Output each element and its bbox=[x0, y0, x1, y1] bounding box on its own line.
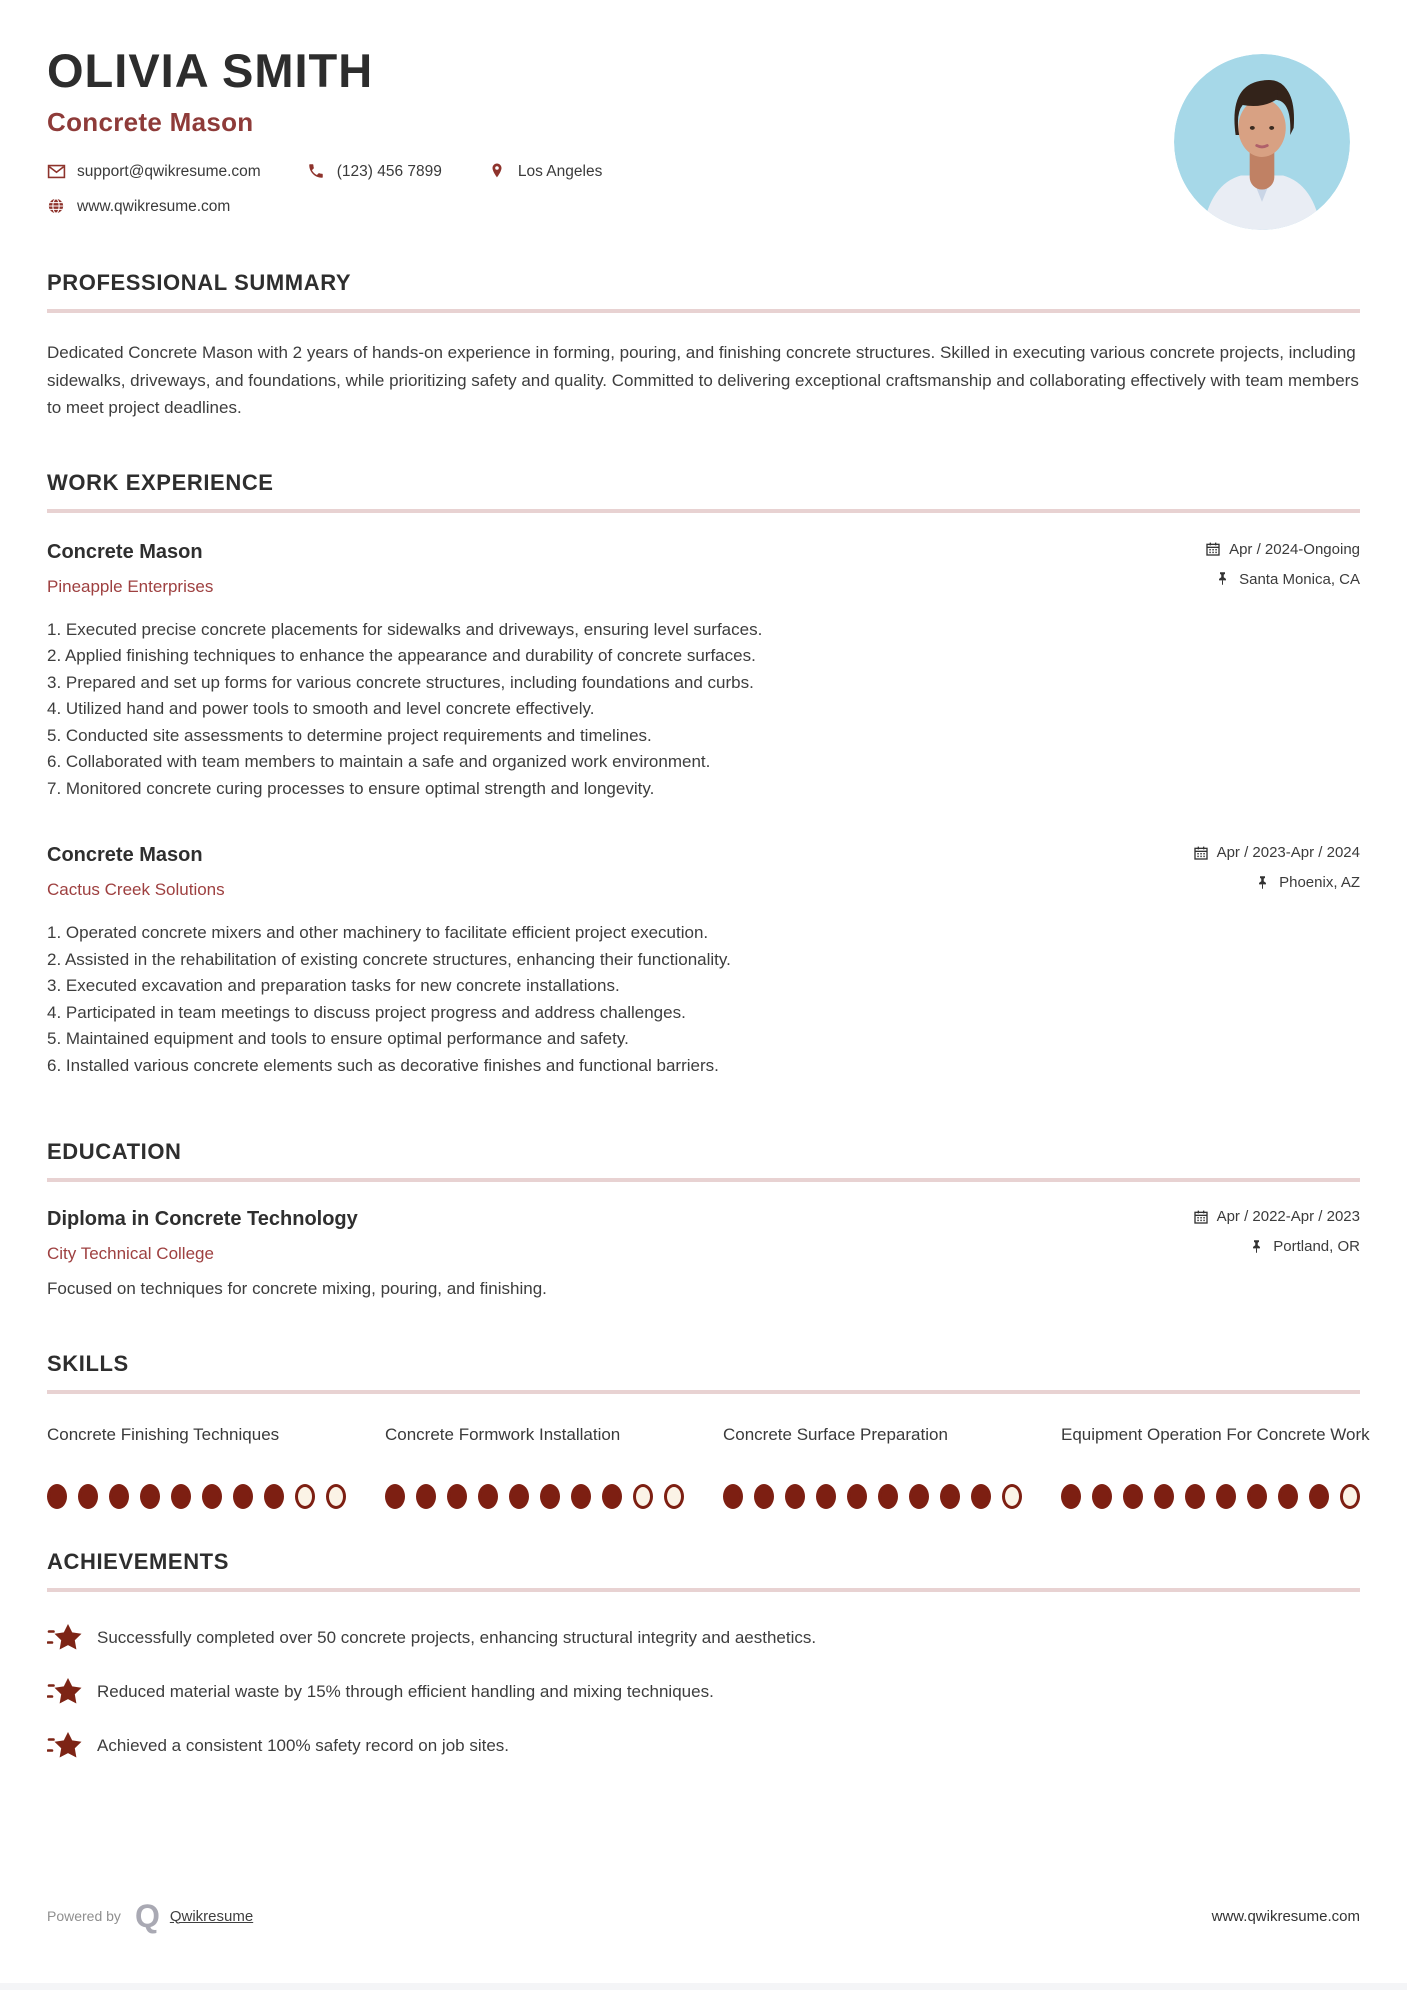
section-divider bbox=[47, 1588, 1360, 1592]
skill-dot bbox=[264, 1484, 284, 1509]
powered-by-label: Powered by bbox=[47, 1908, 121, 1924]
job-bullet: 7. Monitored concrete curing processes to ensure optimal strength and longevity. bbox=[47, 778, 655, 798]
skill-dot bbox=[785, 1484, 805, 1509]
section-achievements bbox=[47, 1549, 1360, 1762]
contact-location bbox=[488, 162, 602, 181]
qwikresume-link[interactable]: Qwikresume bbox=[169, 1907, 254, 1925]
qwikresume-logo-icon: Q bbox=[134, 1898, 160, 1934]
skill-dot bbox=[540, 1484, 560, 1509]
skill-dot bbox=[633, 1484, 653, 1509]
calendar-icon bbox=[1193, 1209, 1209, 1225]
education-description: Focused on techniques for concrete mixing, pouring, and finishing. bbox=[47, 1279, 547, 1299]
skill-dot bbox=[171, 1484, 191, 1509]
achievement-item bbox=[47, 1676, 1360, 1708]
skill-dot bbox=[385, 1484, 405, 1509]
envelope-icon bbox=[47, 162, 66, 181]
education-location bbox=[1193, 1238, 1360, 1255]
job-entry bbox=[47, 541, 1360, 803]
skill-item bbox=[385, 1422, 695, 1509]
job-bullet: 6. Installed various concrete elements such as decorative finishes and functional barriers. bbox=[47, 1055, 719, 1075]
skill-rating bbox=[723, 1484, 1033, 1509]
skill-dot bbox=[1185, 1484, 1205, 1509]
pushpin-icon bbox=[1215, 571, 1231, 587]
job-company: Cactus Creek Solutions bbox=[47, 880, 225, 900]
calendar-icon bbox=[1205, 541, 1221, 557]
achievement-text: Successfully completed over 50 concrete projects, enhancing structural integrity and aesthetics. bbox=[97, 1628, 817, 1648]
skill-dot bbox=[478, 1484, 498, 1509]
skill-label: Concrete Surface Preparation bbox=[723, 1425, 948, 1445]
skill-item bbox=[47, 1422, 357, 1509]
skill-dot bbox=[47, 1484, 67, 1509]
skill-dot bbox=[1123, 1484, 1143, 1509]
skill-label: Concrete Finishing Techniques bbox=[47, 1425, 280, 1445]
section-divider bbox=[47, 309, 1360, 313]
contact-email[interactable] bbox=[47, 162, 261, 181]
skill-dot bbox=[1092, 1484, 1112, 1509]
footer-website-link[interactable]: www.qwikresume.com bbox=[1211, 1907, 1360, 1925]
page-bottom-edge bbox=[0, 1983, 1407, 1990]
job-location-text: Santa Monica, CA bbox=[1239, 570, 1360, 588]
skill-item bbox=[1061, 1422, 1371, 1509]
skill-dot bbox=[1061, 1484, 1081, 1509]
skill-dot bbox=[140, 1484, 160, 1509]
star-icon bbox=[47, 1676, 83, 1708]
skill-dot bbox=[816, 1484, 836, 1509]
skill-dot bbox=[971, 1484, 991, 1509]
contact-info bbox=[47, 162, 1360, 216]
achievement-text: Reduced material waste by 15% through efficient handling and mixing techniques. bbox=[97, 1682, 714, 1702]
star-icon bbox=[47, 1622, 83, 1654]
section-summary bbox=[47, 270, 1360, 422]
section-divider bbox=[47, 509, 1360, 513]
skill-dot bbox=[571, 1484, 591, 1509]
job-title: Concrete Mason bbox=[47, 844, 203, 867]
section-education bbox=[47, 1139, 1360, 1299]
skill-dot bbox=[509, 1484, 529, 1509]
skill-item bbox=[723, 1422, 1033, 1509]
skill-dot bbox=[416, 1484, 436, 1509]
skill-dot bbox=[1340, 1484, 1360, 1509]
skill-dot bbox=[878, 1484, 898, 1509]
skill-label: Equipment Operation For Concrete Work bbox=[1061, 1425, 1370, 1445]
job-location bbox=[1193, 874, 1360, 891]
map-pin-icon bbox=[488, 162, 507, 181]
contact-phone[interactable] bbox=[307, 162, 442, 181]
job-bullet: 4. Utilized hand and power tools to smooth and level concrete effectively. bbox=[47, 699, 595, 719]
job-dates bbox=[1205, 541, 1360, 558]
person-name: OLIVIA SMITH bbox=[47, 44, 374, 97]
job-bullet-list bbox=[47, 920, 1360, 1079]
skill-dot bbox=[1309, 1484, 1329, 1509]
skill-dot bbox=[326, 1484, 346, 1509]
skill-dot bbox=[109, 1484, 129, 1509]
skill-label: Concrete Formwork Installation bbox=[385, 1425, 621, 1445]
phone-icon bbox=[307, 162, 326, 181]
achievements-list bbox=[47, 1622, 1360, 1762]
contact-website[interactable] bbox=[47, 197, 230, 216]
star-icon bbox=[47, 1730, 83, 1762]
skill-rating bbox=[47, 1484, 357, 1509]
skill-dot bbox=[664, 1484, 684, 1509]
job-dates-text: Apr / 2024-Ongoing bbox=[1229, 540, 1360, 558]
work-heading: WORK EXPERIENCE bbox=[47, 469, 274, 495]
contact-location-text: Los Angeles bbox=[517, 162, 603, 180]
job-bullet: 6. Collaborated with team members to maintain a safe and organized work environment. bbox=[47, 752, 711, 772]
degree-title: Diploma in Concrete Technology bbox=[47, 1208, 358, 1231]
education-heading: EDUCATION bbox=[47, 1139, 182, 1165]
skill-dot bbox=[723, 1484, 743, 1509]
skills-heading: SKILLS bbox=[47, 1351, 129, 1377]
job-bullet-list bbox=[47, 617, 1360, 803]
skill-dot bbox=[295, 1484, 315, 1509]
person-job-title: Concrete Mason bbox=[47, 107, 254, 138]
job-bullet: 1. Executed precise concrete placements for sidewalks and driveways, ensuring level surfaces. bbox=[47, 619, 763, 639]
globe-icon bbox=[47, 197, 66, 216]
achievement-item bbox=[47, 1730, 1360, 1762]
skill-dot bbox=[602, 1484, 622, 1509]
resume-header bbox=[47, 46, 1360, 216]
education-location-text: Portland, OR bbox=[1273, 1238, 1360, 1256]
skill-dot bbox=[754, 1484, 774, 1509]
job-dates bbox=[1193, 844, 1360, 861]
job-bullet: 4. Participated in team meetings to discuss project progress and address challenges. bbox=[47, 1002, 686, 1022]
section-skills bbox=[47, 1351, 1370, 1509]
achievement-text: Achieved a consistent 100% safety record on job sites. bbox=[97, 1736, 510, 1756]
job-bullet: 2. Applied finishing techniques to enhance the appearance and durability of concrete surfaces. bbox=[47, 646, 756, 666]
job-location bbox=[1205, 571, 1360, 588]
job-bullet: 5. Conducted site assessments to determine project requirements and timelines. bbox=[47, 725, 652, 745]
job-bullet: 1. Operated concrete mixers and other machinery to facilitate efficient project execution. bbox=[47, 923, 709, 943]
education-dates-text: Apr / 2022-Apr / 2023 bbox=[1216, 1208, 1360, 1226]
job-dates-text: Apr / 2023-Apr / 2024 bbox=[1216, 844, 1360, 862]
avatar-illustration bbox=[1174, 54, 1350, 230]
school-name: City Technical College bbox=[47, 1244, 214, 1264]
pushpin-icon bbox=[1249, 1239, 1265, 1255]
profile-photo bbox=[1174, 54, 1350, 230]
job-bullet: 2. Assisted in the rehabilitation of existing concrete structures, enhancing their functionality. bbox=[47, 949, 731, 969]
summary-heading: PROFESSIONAL SUMMARY bbox=[47, 270, 352, 296]
page-footer bbox=[47, 1900, 1360, 1932]
skill-dot bbox=[78, 1484, 98, 1509]
job-location-text: Phoenix, AZ bbox=[1279, 874, 1360, 892]
skill-dot bbox=[233, 1484, 253, 1509]
job-bullet: 3. Prepared and set up forms for various concrete structures, including foundations and curbs. bbox=[47, 672, 754, 692]
education-dates bbox=[1193, 1208, 1360, 1225]
skill-dot bbox=[447, 1484, 467, 1509]
summary-text: Dedicated Concrete Mason with 2 years of hands-on experience in forming, pouring, and finishing concrete structures. Skilled in executing various concrete projects, including sidewalks, driveways, and foundations, while prioritizing safety and quality. Committed to delivering exceptional craftsmanship and collaborating effectively with team members to meet project deadlines. bbox=[47, 343, 1359, 418]
contact-website-text: www.qwikresume.com bbox=[77, 197, 231, 215]
skill-dot bbox=[202, 1484, 222, 1509]
skill-dot bbox=[1247, 1484, 1267, 1509]
skill-dot bbox=[1278, 1484, 1298, 1509]
skill-dot bbox=[847, 1484, 867, 1509]
job-title: Concrete Mason bbox=[47, 540, 203, 563]
achievement-item bbox=[47, 1622, 1360, 1654]
skill-rating bbox=[385, 1484, 695, 1509]
skill-dot bbox=[1002, 1484, 1022, 1509]
section-divider bbox=[47, 1390, 1360, 1394]
calendar-icon bbox=[1193, 845, 1209, 861]
job-entry bbox=[47, 844, 1360, 1079]
job-company: Pineapple Enterprises bbox=[47, 576, 214, 596]
contact-phone-text: (123) 456 7899 bbox=[336, 162, 442, 180]
skill-dot bbox=[909, 1484, 929, 1509]
section-work-experience bbox=[47, 470, 1360, 1080]
contact-email-text: support@qwikresume.com bbox=[77, 162, 261, 180]
skill-dot bbox=[1154, 1484, 1174, 1509]
job-bullet: 5. Maintained equipment and tools to ensure optimal performance and safety. bbox=[47, 1029, 629, 1049]
achievements-heading: ACHIEVEMENTS bbox=[47, 1549, 229, 1575]
skills-grid bbox=[47, 1422, 1370, 1509]
job-bullet: 3. Executed excavation and preparation tasks for new concrete installations. bbox=[47, 976, 620, 996]
pushpin-icon bbox=[1255, 875, 1271, 891]
skill-dot bbox=[940, 1484, 960, 1509]
skill-rating bbox=[1061, 1484, 1371, 1509]
skill-dot bbox=[1216, 1484, 1236, 1509]
